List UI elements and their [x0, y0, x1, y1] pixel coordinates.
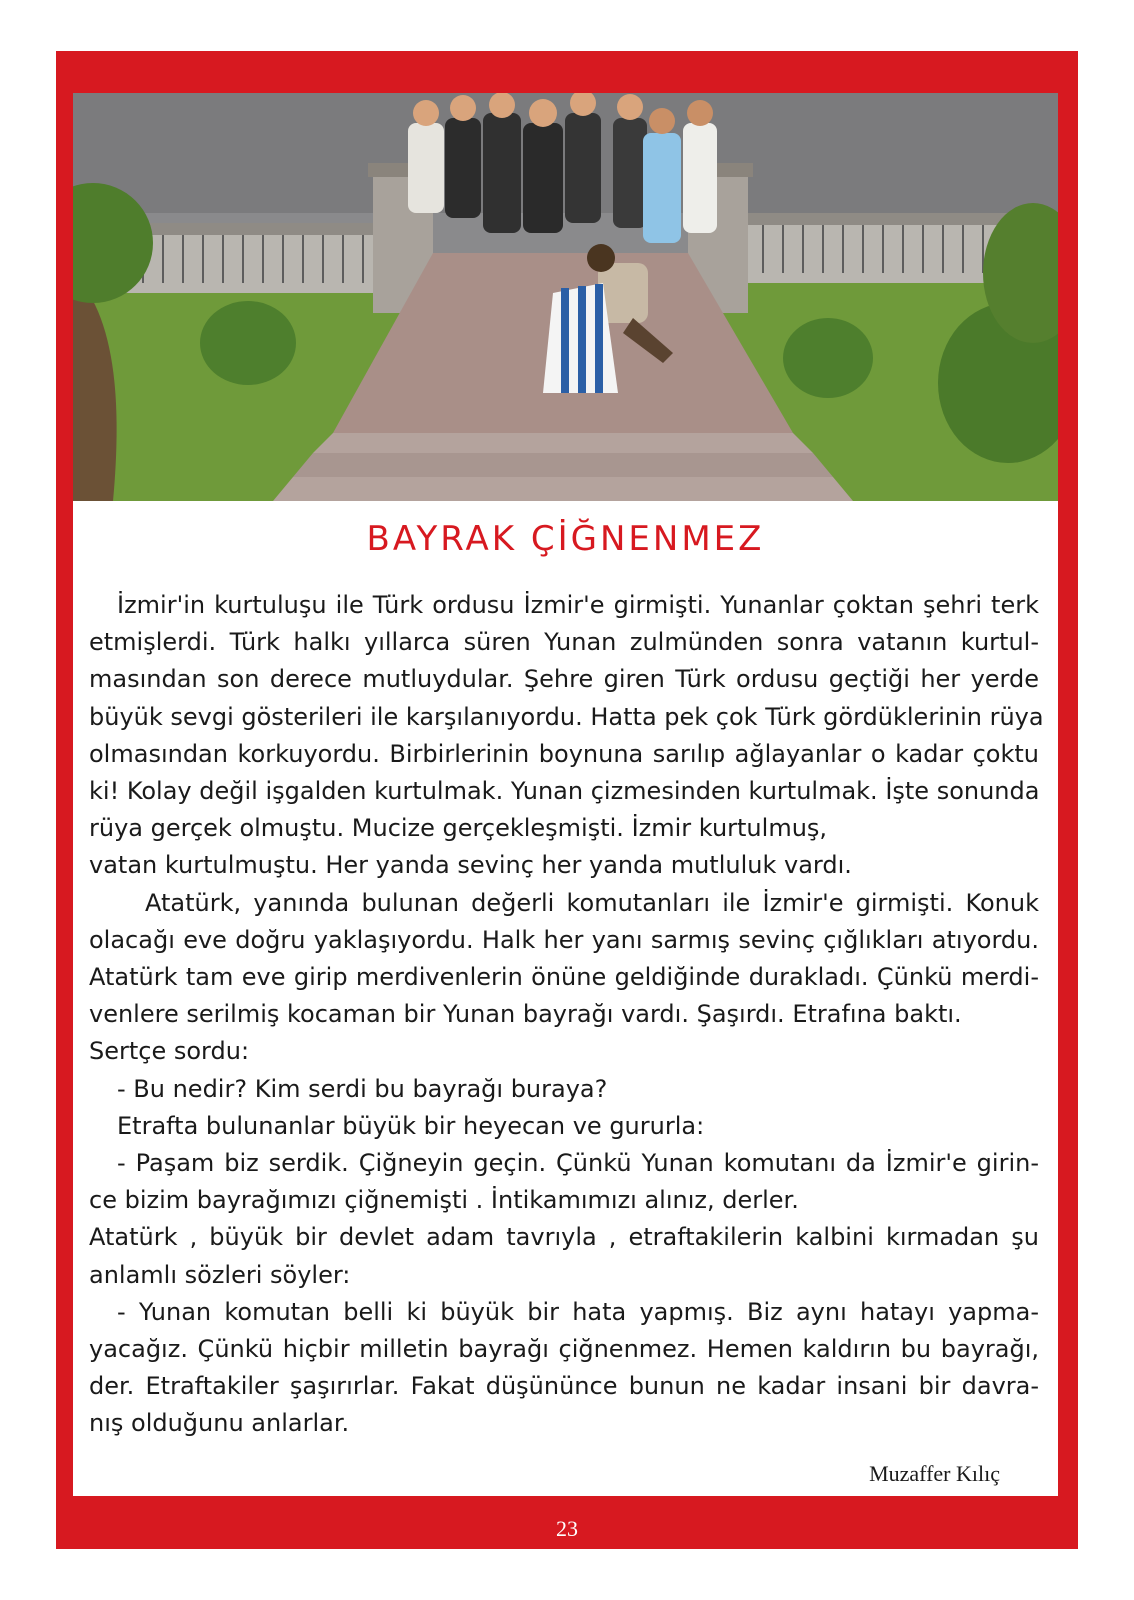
text-line: - Yunan komutan belli ki büyük bir hata yapmış. Biz aynı hatayı yapma- — [117, 1297, 1039, 1326]
text-line: İzmir'in kurtuluşu ile Türk ordusu İzmir'e girmişti. Yunanlar çoktan şehri terk — [117, 591, 1039, 619]
author-name: Muzaffer Kılıç — [869, 1461, 1000, 1486]
text-line: ki! Kolay değil işgalden kurtulmak. Yunan çizmesinden kurtulmak. İşte sonunda — [89, 777, 1040, 806]
text-line: Sertçe sordu: — [89, 1037, 250, 1066]
story-body — [89, 587, 1044, 1443]
text-line: Etrafta bulunanlar büyük bir heyecan ve gururla: — [117, 1111, 705, 1140]
text-line: yacağız. Çünkü hiçbir milletin bayrağı çiğnenmez. Hemen kaldırın bu bayrağı, — [89, 1335, 1039, 1364]
text-line: anlamlı sözleri söyler: — [89, 1260, 351, 1289]
text-line: - Bu nedir? Kim serdi bu bayrağı buraya? — [117, 1074, 608, 1103]
text-line: der. Etraftakiler şaşırırlar. Fakat düşününce bunun ne kadar insani bir davra- — [89, 1372, 1039, 1401]
story-illustration — [73, 93, 1058, 501]
text-line: - Paşam biz serdik. Çiğneyin geçin. Çünkü Yunan komutanı da İzmir'e girin- — [117, 1149, 1039, 1178]
text-line: Atatürk tam eve girip merdivenlerin önüne geldiğinde durakladı. Çünkü merdi- — [89, 963, 1039, 992]
text-line: nış olduğunu anlarlar. — [89, 1409, 350, 1438]
text-line: Atatürk, yanında bulunan değerli komutanları ile İzmir'e girmişti. Konuk — [145, 888, 1039, 917]
text-line: masından son derece mutluydular. Şehre giren Türk ordusu geçtiği her yerde — [89, 665, 1039, 694]
text-line: vatan kurtulmuştu. Her yanda sevinç her yanda mutluluk vardı. — [89, 851, 852, 880]
page-number: 23 — [556, 1516, 578, 1541]
text-line: olacağı eve doğru yaklaşıyordu. Halk her yanı sarmış sevinç çığlıkları atıyordu. — [89, 925, 1039, 954]
text-line: rüya gerçek olmuştu. Mucize gerçekleşmişti. İzmir kurtulmuş, — [89, 814, 828, 843]
page-content — [73, 93, 1058, 1496]
text-line: Atatürk , büyük bir devlet adam tavrıyla , etraftakilerin kalbini kırmadan şu — [89, 1223, 1039, 1252]
text-line: olmasından korkuyordu. Birbirlerinin boynuna sarılıp ağlayanlar o kadar çoktu — [89, 739, 1039, 768]
story-title: BAYRAK ÇİĞNENMEZ — [366, 519, 765, 559]
text-line: büyük sevgi gösterileri ile karşılanıyordu. Hatta pek çok Türk gördüklerinin rüya — [89, 702, 1044, 731]
text-line: venlere serilmiş kocaman bir Yunan bayrağı vardı. Şaşırdı. Etrafına baktı. — [89, 1000, 962, 1029]
page-frame — [56, 51, 1078, 1549]
text-line: ce bizim bayrağımızı çiğnemişti . İntikamımızı alınız, derler. — [89, 1186, 799, 1215]
text-line: etmişlerdi. Türk halkı yıllarca süren Yunan zulmünden sonra vatanın kurtul- — [89, 628, 1039, 657]
